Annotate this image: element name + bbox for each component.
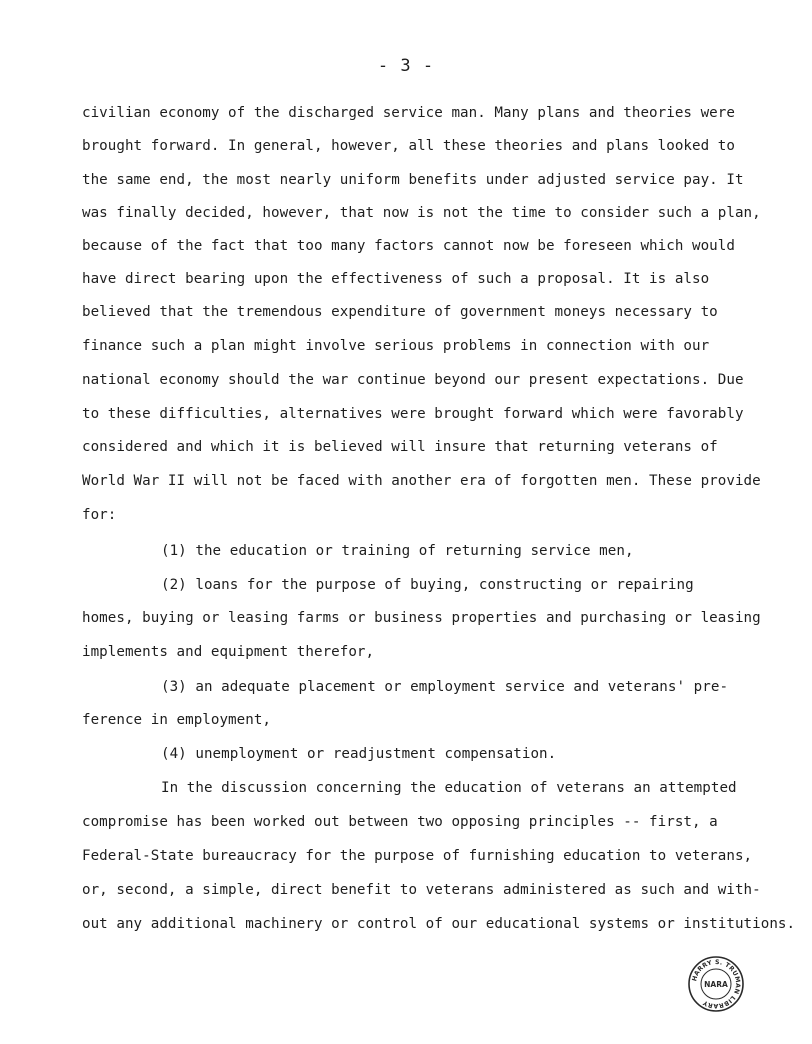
list-item: (3) an adequate placement or employment service and veterans' pre- [161, 679, 729, 695]
body-line: to these difficulties, alternatives were brought forward which were favorably [82, 406, 744, 422]
body-line: the same end, the most nearly uniform benefits under adjusted service pay. It [82, 172, 744, 188]
library-seal-stamp [687, 955, 745, 1013]
body-line: have direct bearing upon the effectiveness of such a proposal. It is also [82, 271, 710, 287]
body-line: homes, buying or leasing farms or business properties and purchasing or leasing [82, 610, 761, 626]
body-line: or, second, a simple, direct benefit to veterans administered as such and with- [82, 882, 761, 898]
list-item: (1) the education or training of returning service men, [161, 543, 634, 559]
body-line: implements and equipment therefor, [82, 644, 375, 660]
body-line: for: [82, 507, 117, 523]
body-line: considered and which it is believed will insure that returning veterans of [82, 439, 718, 455]
body-line: national economy should the war continue beyond our present expectations. Due [82, 372, 744, 388]
body-line: compromise has been worked out between two opposing principles -- first, a [82, 814, 718, 830]
body-line: ference in employment, [82, 712, 272, 728]
body-line: brought forward. In general, however, all these theories and plans looked to [82, 138, 735, 154]
body-line: was finally decided, however, that now is not the time to consider such a plan, [82, 205, 761, 221]
seal-center-text: NARA [704, 980, 728, 989]
body-line: Federal-State bureaucracy for the purpose of furnishing education to veterans, [82, 848, 753, 864]
body-line: out any additional machinery or control of our educational systems or institutions. [82, 916, 796, 932]
list-item: (2) loans for the purpose of buying, constructing or repairing [161, 577, 694, 593]
body-line: In the discussion concerning the education of veterans an attempted [161, 780, 737, 796]
body-line: believed that the tremendous expenditure of government moneys necessary to [82, 304, 718, 320]
seal-ring-text: HARRY S. TRUMAN LIBRARY [691, 958, 742, 1010]
list-item: (4) unemployment or readjustment compensation. [161, 746, 557, 762]
body-line: because of the fact that too many factors cannot now be foreseen which would [82, 238, 735, 254]
page-number: - 3 - [377, 56, 435, 76]
body-line: finance such a plan might involve serious problems in connection with our [82, 338, 710, 354]
body-line: civilian economy of the discharged service man. Many plans and theories were [82, 105, 735, 121]
body-line: World War II will not be faced with another era of forgotten men. These provide [82, 473, 761, 489]
